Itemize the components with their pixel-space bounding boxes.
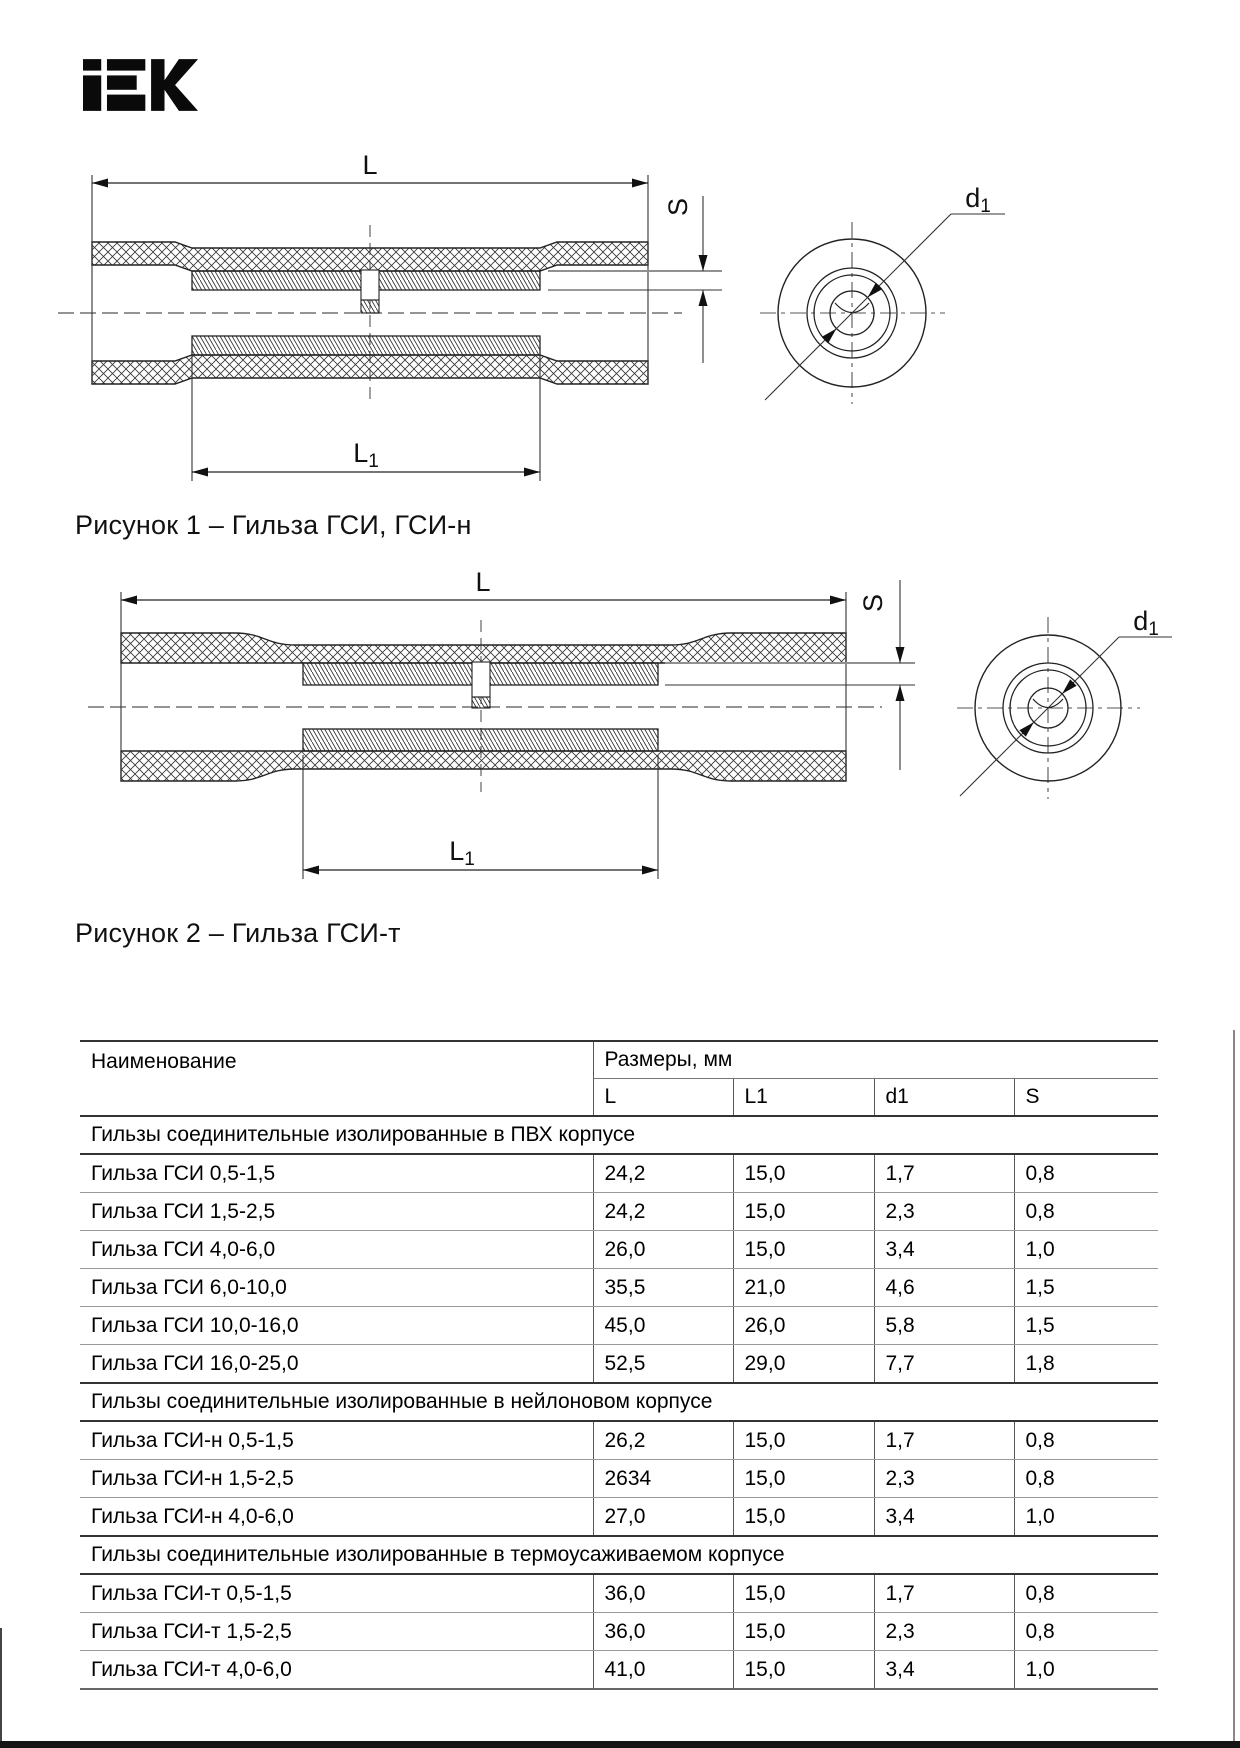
cell-value: 21,0 xyxy=(733,1269,874,1307)
header-row-1 xyxy=(80,1041,1158,1079)
table-header xyxy=(80,1041,1158,1116)
cell-value: 3,4 xyxy=(874,1651,1014,1690)
cell-value: 2,3 xyxy=(874,1460,1014,1498)
arrowhead xyxy=(642,866,658,875)
cell-value: 1,5 xyxy=(1014,1269,1158,1307)
figure-2-caption: Рисунок 2 – Гильза ГСИ-т xyxy=(75,918,401,948)
header-col-d1: d1 xyxy=(874,1079,1014,1117)
table-row xyxy=(80,1231,1158,1269)
section-title: Гильзы соединительные изолированные в термоусаживаемом корпусе xyxy=(80,1536,1158,1574)
cell-name: Гильза ГСИ 0,5-1,5 xyxy=(80,1154,593,1193)
header-col-S: S xyxy=(1014,1079,1158,1117)
cell-value: 5,8 xyxy=(874,1307,1014,1345)
header-name: Наименование xyxy=(80,1041,593,1116)
table-row xyxy=(80,1574,1158,1613)
arrowhead xyxy=(121,596,137,605)
cell-name: Гильза ГСИ-н 1,5-2,5 xyxy=(80,1460,593,1498)
cell-value: 15,0 xyxy=(733,1231,874,1269)
table-body xyxy=(80,1116,1158,1689)
cell-value: 24,2 xyxy=(593,1193,733,1231)
cell-name: Гильза ГСИ-н 0,5-1,5 xyxy=(80,1421,593,1460)
cell-name: Гильза ГСИ-т 0,5-1,5 xyxy=(80,1574,593,1613)
dimensions-table xyxy=(80,1040,1158,1690)
cell-value: 7,7 xyxy=(874,1345,1014,1384)
cell-value: 26,0 xyxy=(593,1231,733,1269)
figure-1-drawing xyxy=(0,140,1240,490)
scan-edge-bottom xyxy=(0,1741,1240,1748)
dim-label-S: S xyxy=(663,197,693,217)
cell-value: 29,0 xyxy=(733,1345,874,1384)
cell-value: 1,7 xyxy=(874,1421,1014,1460)
section-title: Гильзы соединительные изолированные в ПВХ корпусе xyxy=(80,1116,1158,1154)
cell-value: 15,0 xyxy=(733,1421,874,1460)
cell-value: 1,5 xyxy=(1014,1307,1158,1345)
cell-value: 0,8 xyxy=(1014,1421,1158,1460)
cell-value: 15,0 xyxy=(733,1460,874,1498)
header-col-L1: L1 xyxy=(733,1079,874,1117)
arrowhead xyxy=(896,685,905,701)
dim-label-L1: L1 xyxy=(353,438,379,472)
cell-value: 2,3 xyxy=(874,1193,1014,1231)
scan-edge-left xyxy=(0,1628,2,1746)
cell-value: 35,5 xyxy=(593,1269,733,1307)
cell-value: 2634 xyxy=(593,1460,733,1498)
cell-value: 27,0 xyxy=(593,1498,733,1537)
arrowhead xyxy=(524,468,540,477)
cell-value: 3,4 xyxy=(874,1231,1014,1269)
cell-value: 0,8 xyxy=(1014,1574,1158,1613)
cell-value: 26,2 xyxy=(593,1421,733,1460)
cell-name: Гильза ГСИ 1,5-2,5 xyxy=(80,1193,593,1231)
wire-stop-slot xyxy=(472,662,490,697)
cell-value: 36,0 xyxy=(593,1574,733,1613)
cell-value: 36,0 xyxy=(593,1613,733,1651)
cell-value: 1,0 xyxy=(1014,1651,1158,1690)
dim-label-L: L xyxy=(475,567,491,597)
dim-label-d1: d1 xyxy=(965,183,991,217)
cell-name: Гильза ГСИ 6,0-10,0 xyxy=(80,1269,593,1307)
wire-stop-tip xyxy=(472,697,490,708)
wire-stop-slot xyxy=(361,270,379,300)
iek-logo-glyphs xyxy=(83,59,198,111)
arrowhead xyxy=(699,255,708,271)
cell-name: Гильза ГСИ 4,0-6,0 xyxy=(80,1231,593,1269)
table-row xyxy=(80,1460,1158,1498)
cell-value: 15,0 xyxy=(733,1651,874,1690)
arrowhead xyxy=(303,866,319,875)
insulation-bottom xyxy=(121,751,846,781)
cell-value: 3,4 xyxy=(874,1498,1014,1537)
cell-value: 15,0 xyxy=(733,1193,874,1231)
cell-name: Гильза ГСИ-т 4,0-6,0 xyxy=(80,1651,593,1690)
table-row xyxy=(80,1651,1158,1690)
end-view xyxy=(760,183,1005,404)
table-section-row xyxy=(80,1536,1158,1574)
table-row xyxy=(80,1421,1158,1460)
arrowhead xyxy=(632,179,648,188)
cell-value: 0,8 xyxy=(1014,1154,1158,1193)
iek-logo xyxy=(83,58,200,112)
cell-value: 0,8 xyxy=(1014,1193,1158,1231)
arrowhead xyxy=(92,179,108,188)
scan-edge-right xyxy=(1233,1030,1235,1742)
metal-tube-bottom xyxy=(192,336,540,355)
table-row xyxy=(80,1345,1158,1384)
cell-value: 15,0 xyxy=(733,1498,874,1537)
cell-name: Гильза ГСИ-н 4,0-6,0 xyxy=(80,1498,593,1537)
cell-value: 1,8 xyxy=(1014,1345,1158,1384)
cell-value: 1,7 xyxy=(874,1574,1014,1613)
table-row xyxy=(80,1193,1158,1231)
cell-value: 26,0 xyxy=(733,1307,874,1345)
cell-name: Гильза ГСИ-т 1,5-2,5 xyxy=(80,1613,593,1651)
header-col-L: L xyxy=(593,1079,733,1117)
cell-value: 4,6 xyxy=(874,1269,1014,1307)
table-section-row xyxy=(80,1116,1158,1154)
cell-value: 15,0 xyxy=(733,1613,874,1651)
arrowhead xyxy=(192,468,208,477)
wire-stop-tip xyxy=(361,300,379,313)
dim-label-L: L xyxy=(362,150,378,180)
cell-value: 0,8 xyxy=(1014,1460,1158,1498)
table-section-row xyxy=(80,1383,1158,1421)
cell-value: 15,0 xyxy=(733,1574,874,1613)
table-row xyxy=(80,1307,1158,1345)
cell-value: 41,0 xyxy=(593,1651,733,1690)
cell-value: 24,2 xyxy=(593,1154,733,1193)
arrowhead xyxy=(830,596,846,605)
metal-tube-bottom xyxy=(303,729,658,751)
dim-label-L1: L1 xyxy=(449,836,475,870)
figure-1-caption: Рисунок 1 – Гильза ГСИ, ГСИ-н xyxy=(75,510,472,540)
table-row xyxy=(80,1154,1158,1193)
cell-value: 1,0 xyxy=(1014,1231,1158,1269)
d1-leader-line xyxy=(960,637,1119,796)
cell-value: 1,0 xyxy=(1014,1498,1158,1537)
table-row xyxy=(80,1613,1158,1651)
cell-value: 2,3 xyxy=(874,1613,1014,1651)
dim-label-d1: d1 xyxy=(1133,606,1159,640)
end-view xyxy=(957,606,1172,799)
arrowhead xyxy=(896,647,905,663)
figure-2-drawing xyxy=(0,560,1240,940)
header-sizes: Размеры, мм xyxy=(593,1041,1158,1079)
cell-value: 0,8 xyxy=(1014,1613,1158,1651)
cell-value: 15,0 xyxy=(733,1154,874,1193)
dim-label-S: S xyxy=(858,593,888,613)
cell-name: Гильза ГСИ 16,0-25,0 xyxy=(80,1345,593,1384)
cell-value: 45,0 xyxy=(593,1307,733,1345)
table-row xyxy=(80,1498,1158,1537)
d1-leader-line xyxy=(765,214,951,400)
section-title: Гильзы соединительные изолированные в нейлоновом корпусе xyxy=(80,1383,1158,1421)
insulation-top xyxy=(121,633,846,663)
arrowhead xyxy=(699,290,708,306)
cell-name: Гильза ГСИ 10,0-16,0 xyxy=(80,1307,593,1345)
table-row xyxy=(80,1269,1158,1307)
cell-value: 1,7 xyxy=(874,1154,1014,1193)
cell-value: 52,5 xyxy=(593,1345,733,1384)
